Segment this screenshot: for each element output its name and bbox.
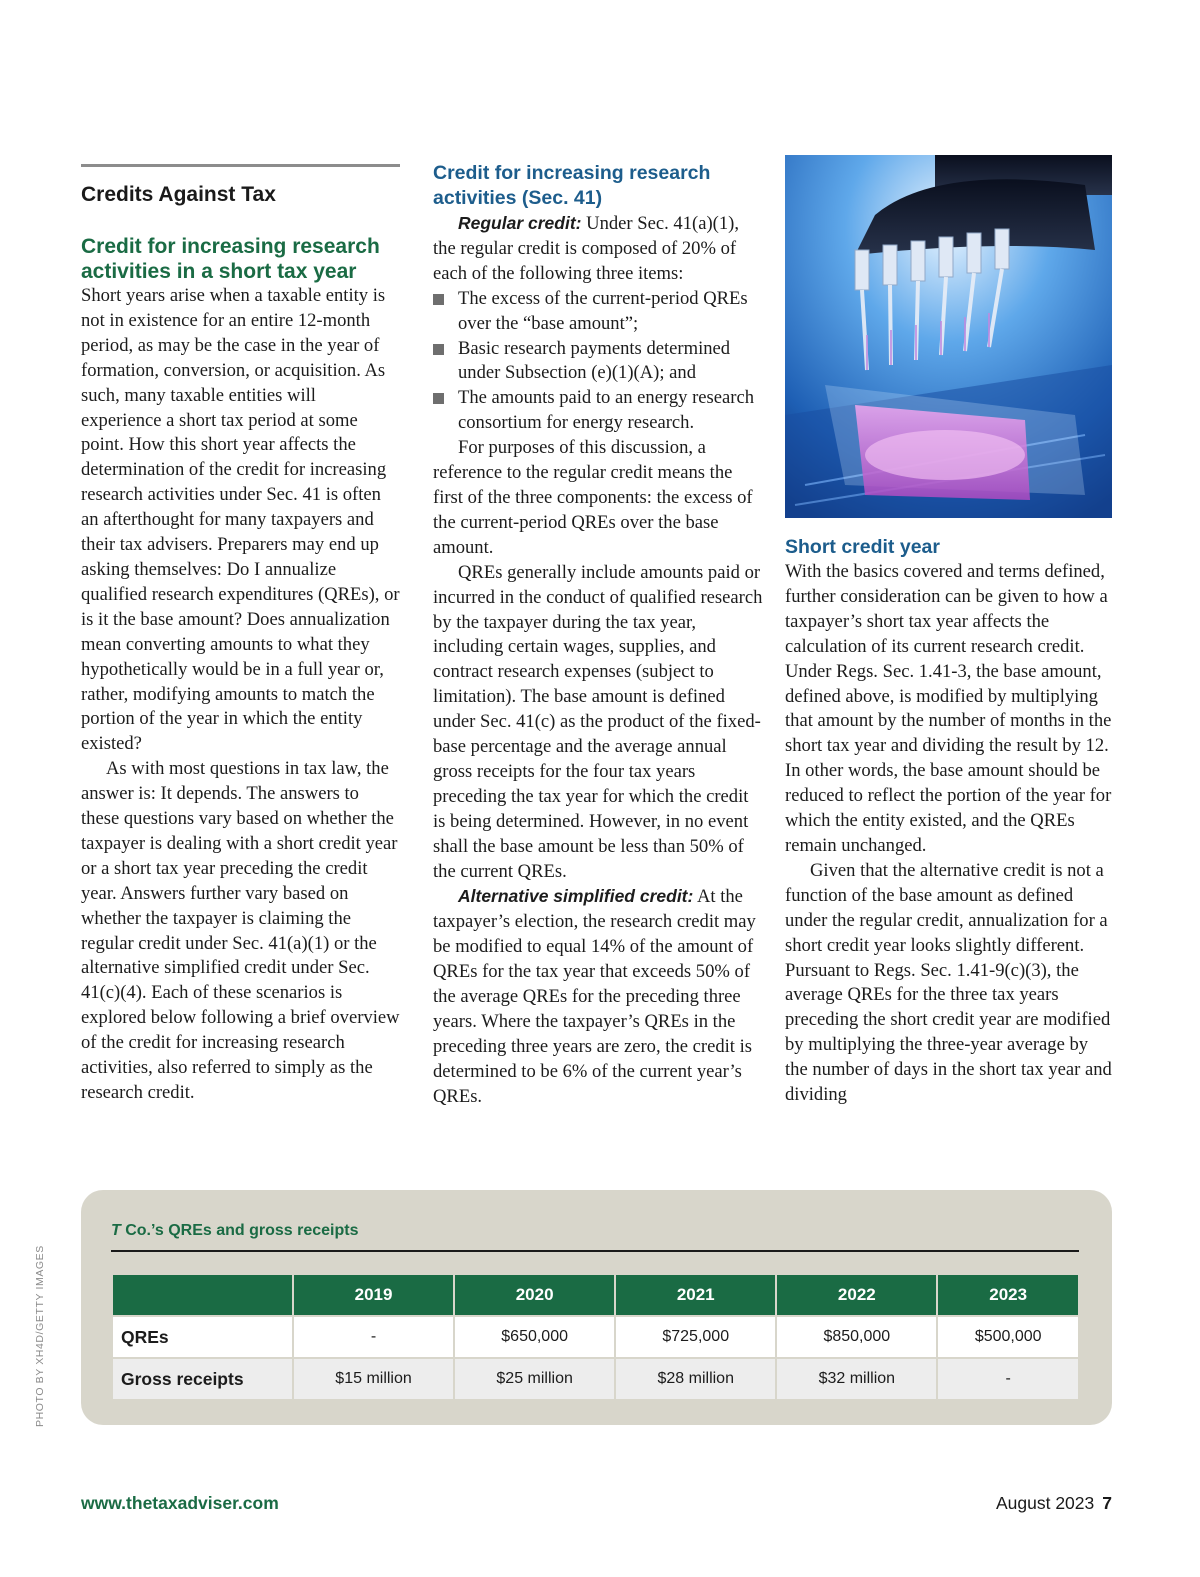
section-rule: [81, 164, 400, 167]
purposes-paragraph: For purposes of this discussion, a reference to the regular credit means the first of the three components: the excess of the current-period QREs over the base amount.: [433, 437, 753, 558]
footer-date-page: [996, 1493, 1112, 1514]
col3-heading: Short credit year: [785, 536, 940, 558]
table-title-company: T: [111, 1222, 121, 1239]
list-item-text: Basic research payments determined under Subsection (e)(1)(A); and: [458, 337, 731, 384]
table-cell: $650,000: [454, 1316, 615, 1358]
table-cell: $32 million: [776, 1358, 937, 1400]
row-label: Gross receipts: [112, 1358, 293, 1400]
list-item: [433, 287, 763, 337]
issue-date: August 2023: [995, 1493, 1095, 1513]
table-header-row: [112, 1274, 1079, 1316]
header-cell: 2023: [937, 1274, 1079, 1316]
table-cell: $725,000: [615, 1316, 776, 1358]
col1-heading-text: Credit for increasing research activities in a short tax year: [81, 235, 380, 283]
qres-paragraph: QREs generally include amounts paid or incurred in the conduct of qualified research by the taxpayer during the tax year, including certain wages, supplies, and contract research expenses (subject to limitation). The base amount is defined under Sec. 41(c) as the product of the fixed-base percentage and the average annual gross receipts for the four tax years preceding the tax year for which the credit is being determined. However, in no event shall the base amount be less than 50% of the current QREs.: [433, 561, 763, 882]
regular-credit-paragraph: [433, 211, 763, 287]
table-cell: $15 million: [293, 1358, 454, 1400]
header-cell: 2022: [776, 1274, 937, 1316]
table-cell: $28 million: [615, 1358, 776, 1400]
table-row: [112, 1316, 1079, 1358]
alt-credit-lead: Alternative simplified credit:: [458, 886, 694, 907]
col1-paragraph-1: Short years arise when a taxable entity is not in existence for an entire 12-month period, as may be the case in the year of formation, conversion, or acquisition. As such, many taxable entities will experience a short tax period at some point. How this short year affects the determination of the credit for increasing research activities under Sec. 41 is often an afterthought for many taxpayers and their tax advisers. Preparers may end up asking themselves: Do I annualize qualified research expenditures (QREs), or is it the base amount? Does annualization mean converting amounts to what they hypothetically would be in a full year or, rather, modifying amounts to match the portion of the year in which the entity existed?: [81, 285, 400, 755]
header-blank-cell: [112, 1274, 293, 1316]
column-2: [433, 161, 763, 1110]
regular-credit-text: Under Sec. 41(a)(1), the regular credit is composed of 20% of each of the following three items:: [433, 213, 739, 284]
website-link[interactable]: www.thetaxadviser.com: [81, 1493, 279, 1513]
header-cell: 2021: [615, 1274, 776, 1316]
header-cell: 2019: [293, 1274, 454, 1316]
table-title: [111, 1222, 358, 1240]
col3-paragraph-1: With the basics covered and terms defined, further consideration can be given to how a taxpayer’s short tax year affects the calculation of its current research credit. Under Regs. Sec. 1.41-3, the base amount, defined above, is modified by multiplying that amount by the number of months in the short tax year and dividing the result by 12. In other words, the base amount should be reduced to reflect the portion of the year for which the entity existed, and the QREs remain unchanged.: [785, 561, 1112, 856]
table-cell: $850,000: [776, 1316, 937, 1358]
page-number: 7: [1102, 1493, 1112, 1513]
list-item: [433, 337, 763, 387]
header-cell: 2020: [454, 1274, 615, 1316]
alt-credit-paragraph: [433, 884, 763, 1109]
table-cell: -: [293, 1316, 454, 1358]
column-3: [785, 535, 1115, 1108]
table-cell: $25 million: [454, 1358, 615, 1400]
col1-heading: [81, 234, 401, 284]
table-title-rule: [111, 1250, 1079, 1252]
list-item: [433, 386, 763, 436]
table-row: [112, 1358, 1079, 1400]
list-item-text: The amounts paid to an energy research consortium for energy research.: [458, 387, 755, 434]
col2-heading: Credit for increasing research activities (Sec. 41): [433, 162, 711, 209]
col1-paragraph-2: As with most questions in tax law, the answer is: It depends. The answers to these questions vary based on whether the taxpayer is dealing with a short credit year or a short tax year preceding the credit year. Answers further vary based on whether the taxpayer is claiming the regular credit under Sec. 41(a)(1) or the alternative simplified credit under Sec. 41(c)(4). Each of these scenarios is explored below following a brief overview of the credit for increasing research activities, also referred to simply as the research credit.: [81, 758, 400, 1103]
col3-paragraph-2: Given that the alternative credit is not a function of the base amount as defined under the regular credit, annualization for a short credit year looks slightly different. Pursuant to Regs. Sec. 1.41-9(c)(3), the average QREs for the three tax years preceding the short credit year are modified by multiplying the three-year average by the number of days in the short tax year and dividing: [785, 859, 1112, 1106]
lab-pipette-photo: [785, 155, 1112, 518]
table-title-rest: Co.’s QREs and gross receipts: [120, 1222, 359, 1239]
regular-credit-lead: Regular credit:: [458, 213, 582, 233]
column-1: [81, 234, 401, 1106]
alt-credit-text: At the taxpayer’s election, the research credit may be modified to equal 14% of the amount of QREs for the tax year that exceeds 50% of the average QREs for the preceding three years. Where the taxpayer’s QREs in the preceding three years are zero, the credit is determined to be 6% of the current year’s QREs.: [433, 886, 756, 1107]
table-panel: [81, 1190, 1112, 1425]
credit-items-list: [433, 287, 763, 436]
table-cell: -: [937, 1358, 1079, 1400]
table-cell: $500,000: [937, 1316, 1079, 1358]
section-title: Credits Against Tax: [81, 183, 276, 206]
photo-credit: PHOTO BY XH4D/GETTY IMAGES: [34, 1245, 46, 1427]
square-bullet-icon: [433, 294, 444, 305]
square-bullet-icon: [433, 344, 444, 355]
square-bullet-icon: [433, 393, 444, 404]
qre-table: [111, 1273, 1080, 1401]
row-label: QREs: [112, 1316, 293, 1358]
list-item-text: The excess of the current-period QREs over the “base amount”;: [458, 287, 748, 334]
